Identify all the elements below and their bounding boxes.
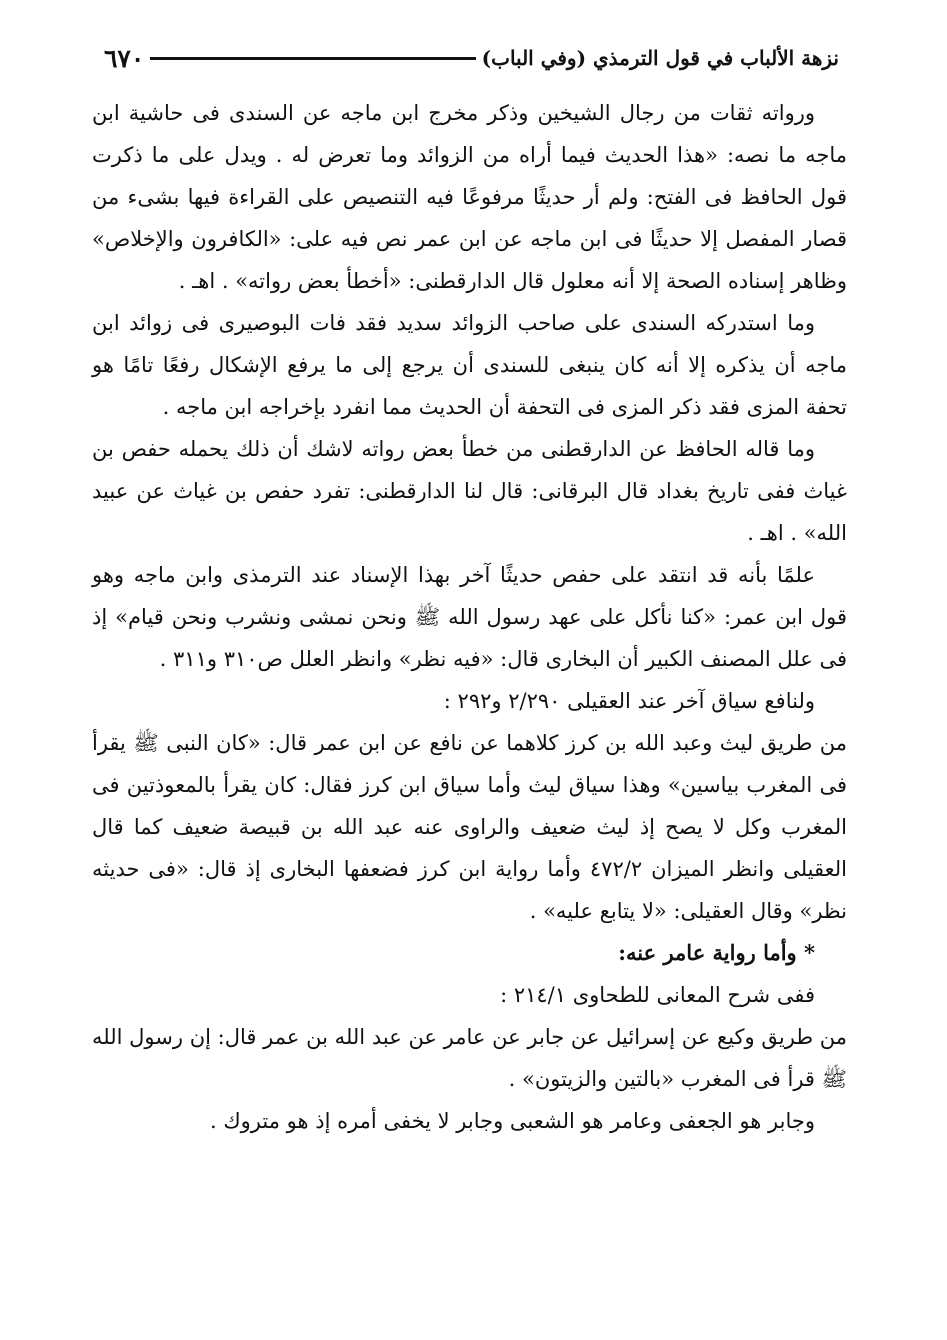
source-line: ففى شرح المعانى للطحاوى ٢١٤/١ : [500, 983, 815, 1007]
paragraph: وما استدركه السندى على صاحب الزوائد سديد فقد فات البوصيرى فى زوائد ابن ماجه أن يذكره إلا أنه كان ينبغى للسندى أن يرجع إلى ما يرفع الإشكال رفعًا تامًا هو تحفة المزى فقد ذكر المزى فى التحفة أن الحديث مما انفرد بإخراجه ابن ماجه . [92, 311, 847, 419]
header-rule [150, 57, 475, 60]
asterisk-marker: * [804, 940, 815, 965]
section-heading-text: وأما رواية عامر عنه: [618, 940, 797, 965]
paragraph: ولنافع سياق آخر عند العقيلى ٢/٢٩٠ و٢٩٢ : [443, 689, 815, 713]
paragraph: وجابر هو الجعفى وعامر هو الشعبى وجابر لا يخفى أمره إذ هو متروك . [209, 1109, 815, 1133]
paragraph: من طريق ليث وعبد الله بن كرز كلاهما عن نافع عن ابن عمر قال: «كان النبى ﷺ يقرأ فى المغرب بياسين» وهذا سياق ليث وأما سياق ابن كرز فقال: كان يقرأ بالمعوذتين فى المغرب وكل لا يصح إذ ليث ضعيف والراوى عنه عبد الله بن قبيصة ضعيف كما قال العقيلى وانظر الميزان ٤٧٢/٢ وأما رواية ابن كرز فضعفها البخارى إذ قال: «فى حديثه نظر» وقال العقيلى: «لا يتابع عليه» . [92, 731, 847, 923]
page-number: ٦٧٠ [104, 43, 145, 73]
running-title: نزهة الألباب في قول الترمذي (وفي الباب) [481, 46, 839, 70]
section-heading [92, 932, 847, 974]
body-text [92, 92, 847, 1142]
paragraph: علمًا بأنه قد انتقد على حفص حديثًا آخر بهذا الإسناد عند الترمذى وابن ماجه وهو قول ابن عمر: «كنا نأكل على عهد رسول الله ﷺ ونحن نمشى ونشرب ونحن قيام» إذ فى علل المصنف الكبير أن البخارى قال: «فيه نظر» وانظر العلل ص٣١٠ و٣١١ . [92, 563, 847, 671]
paragraph: وما قاله الحافظ عن الدارقطنى من خطأ بعض رواته لاشك أن ذلك يحمله حفص بن غياث ففى تاريخ بغداد قال البرقانى: قال لنا الدارقطنى: تفرد حفص بن غياث عن عبيد الله» . اهـ . [92, 437, 847, 545]
paragraph: ورواته ثقات من رجال الشيخين وذكر مخرج ابن ماجه عن السندى فى حاشية ابن ماجه ما نصه: «هذا الحديث فيما أراه من الزوائد وما تعرض له . ويدل على ما ذكرت قول الحافظ فى الفتح: ولم أر حديثًا مرفوعًا فيه التنصيص على القراءة فيها بشىء من قصار المفصل إلا حديثًا فى ابن ماجه عن ابن عمر نص فيه على: «الكافرون والإخلاص» وظاهر إسناده الصحة إلا أنه معلول قال الدارقطنى: «أخطأ بعض رواته» . اهـ . [92, 101, 847, 293]
running-header [92, 38, 847, 78]
paragraph: من طريق وكيع عن إسرائيل عن جابر عن عامر عن عبد الله بن عمر قال: إن رسول الله ﷺ قرأ فى المغرب «بالتين والزيتون» . [92, 1025, 847, 1091]
